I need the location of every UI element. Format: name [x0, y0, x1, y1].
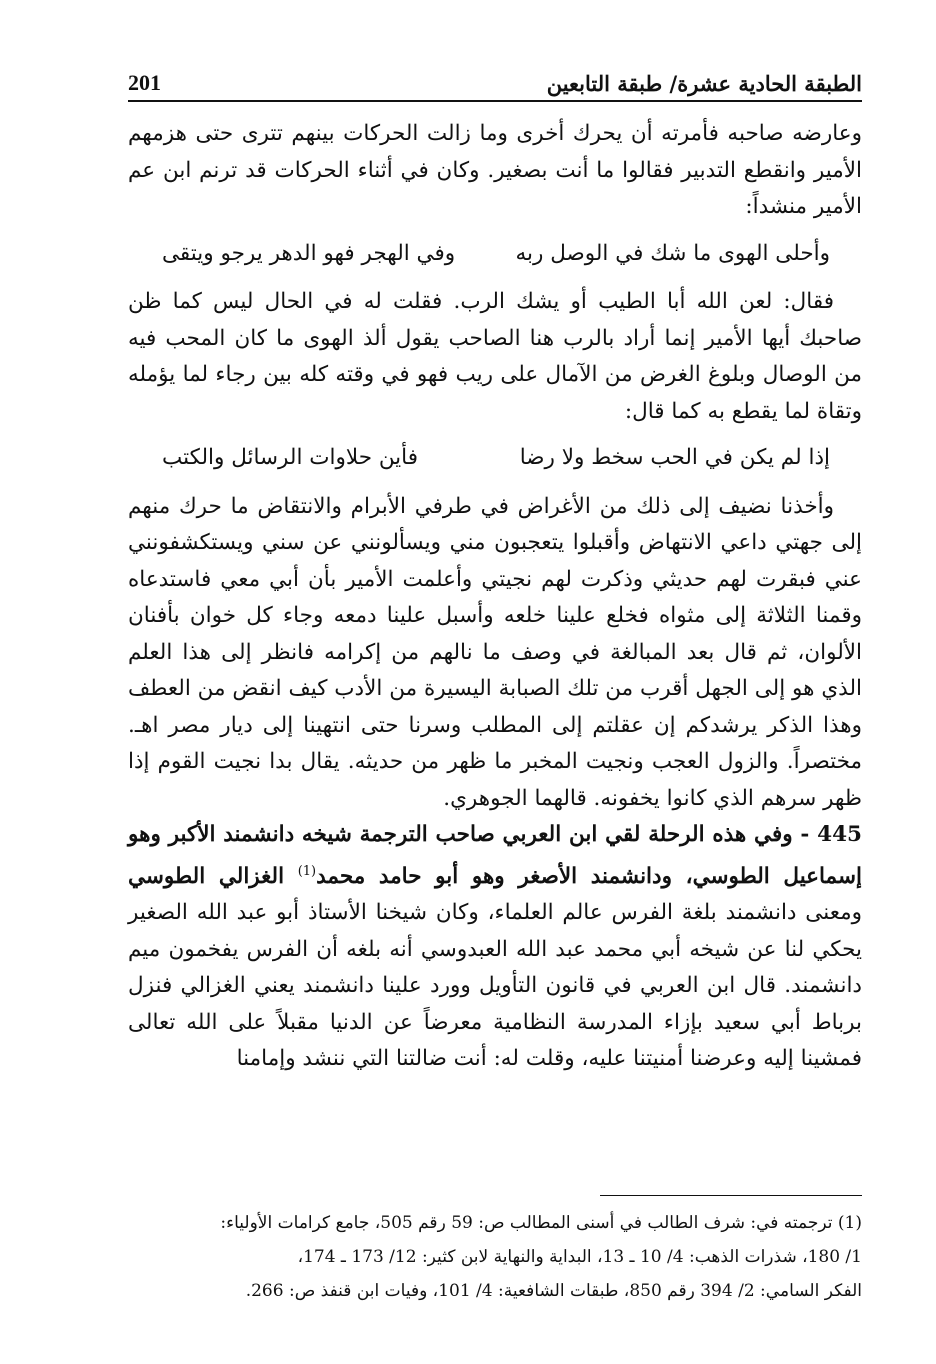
running-title: الطبقة الحادية عشرة/ طبقة التابعين: [546, 71, 862, 96]
main-text: [128, 116, 862, 1078]
paragraph-4: [128, 817, 862, 1078]
verse-1-second-hemistich: وفي الهجر فهو الدهر يرجو ويتقى: [162, 240, 456, 266]
verse-1-first-hemistich: وأحلى الهوى ما شك في الوصل ربه: [515, 240, 830, 266]
footnote-line-2: 1/ 180، شذرات الذهب: 4/ 10 ـ 13، البداية والنهاية لابن كثير: 12/ 173 ـ 174،: [297, 1247, 862, 1267]
paragraph-3: وأخذنا نضيف إلى ذلك من الأغراض في طرفي الأبرام والانتقاض ما حرك منهم إلى جهتي داعي الانتهاض وأقبلوا يتعجبون مني ويسألونني عن سني ويستكشفونني عني فبقرت لهم حديثي وذكرت لهم نجيتي وأعلمت الأمير بأن أبي معي فاستدعاه وقمنا الثلاثة إلى مثواه فخلع علينا خلعه وأسبل علينا دمعه وجاء كل خوان بأفنان الألوان، ثم قال بعد المبالغة في وصف ما نالهم من إكرامه فانظر إلى هذا العلم الذي هو إلى الجهل أقرب من تلك الصبابة اليسيرة من الأدب كيف انقض من العطف وهذا الذكر يرشدكم إن عقلتم إلى المطلب وسرنا حتى انتهينا إلى ديار مصر اهـ. مختصراً. والزول العجب ونجيت المخبر ما ظهر من حديثه. يقال بدا نجيت القوم إذا ظهر سرهم الذي كانوا يخفونه. قالهما الجوهري.: [128, 493, 862, 811]
paragraph-1: وعارضه صاحبه فأمرته أن يحرك أخرى وما زالت الحركات بينهم تترى حتى هزمهم الأمير وانقطع التدبير فقالوا ما أنت بصغير. وكان في أثناء الحركات قد ترنم ابن عم الأمير منشداً:: [128, 121, 862, 219]
verse-2-second-hemistich: فأين حلاوات الرسائل والكتب: [162, 445, 418, 470]
footnote-marker: (1): [297, 863, 317, 879]
entry-text: ومعنى دانشمند بلغة الفرس عالم العلماء، وكان شيخنا الأستاذ أبو عبد الله الصغير يحكي لنا عن شيخه أبي محمد عبد الله العبدوسي أنه بلغه أن الفرس يفخمون ميم دانشمند. قال ابن العربي في قانون التأويل وورد علينا دانشمند يعني الغزالي فنزل برباط أبي سعيد بإزاء المدرسة النظامية معرضاً عن الدنيا مقبلاً على الله تعالى فمشينا إليه وعرضنا أمنيتنا عليه، وقلت له: أنت ضالتنا التي ننشد وإمامنا: [128, 900, 862, 1072]
page-header: [128, 56, 862, 96]
page-number: 201: [128, 70, 161, 95]
footnote-line-3: الفكر السامي: 2/ 394 رقم 850، طبقات الشافعية: 4/ 101، وفيات ابن قنفذ ص: 266.: [245, 1281, 862, 1301]
entry-heading-continued: الغزالي الطوسي: [128, 863, 298, 889]
footnotes: [128, 1206, 862, 1308]
verse-2: [128, 440, 862, 477]
header-rule: [128, 100, 862, 102]
verse-2-first-hemistich: إذا لم يكن في الحب سخط ولا رضا: [519, 445, 830, 470]
verse-1: [128, 236, 862, 273]
paragraph-2: فقال: لعن الله أبا الطيب أو يشك الرب. فقلت له في الحال ليس كما ظن صاحبك أيها الأمير إنما أراد بالرب هنا الصاحب يقول ألذ الهوى ما كان المحب فيه من الوصال وبلوغ الغرض من الآمال على ريب فهو في وقته كله بين رجاء لما يؤمله وتقاة لما يقطع به كما قال:: [128, 289, 862, 424]
entry-heading: 445 - وفي هذه الرحلة لقي ابن العربي صاحب الترجمة شيخه دانشمند الأكبر وهو إسماعيل الطوسي، ودانشمند الأصغر وهو أبو حامد محمد: [128, 822, 862, 889]
footnote-line-1: (1) ترجمته في: شرف الطالب في أسنى المطالب ص: 59 رقم 505، جامع كرامات الأولياء:: [220, 1213, 862, 1233]
footnote-rule: [600, 1195, 862, 1196]
